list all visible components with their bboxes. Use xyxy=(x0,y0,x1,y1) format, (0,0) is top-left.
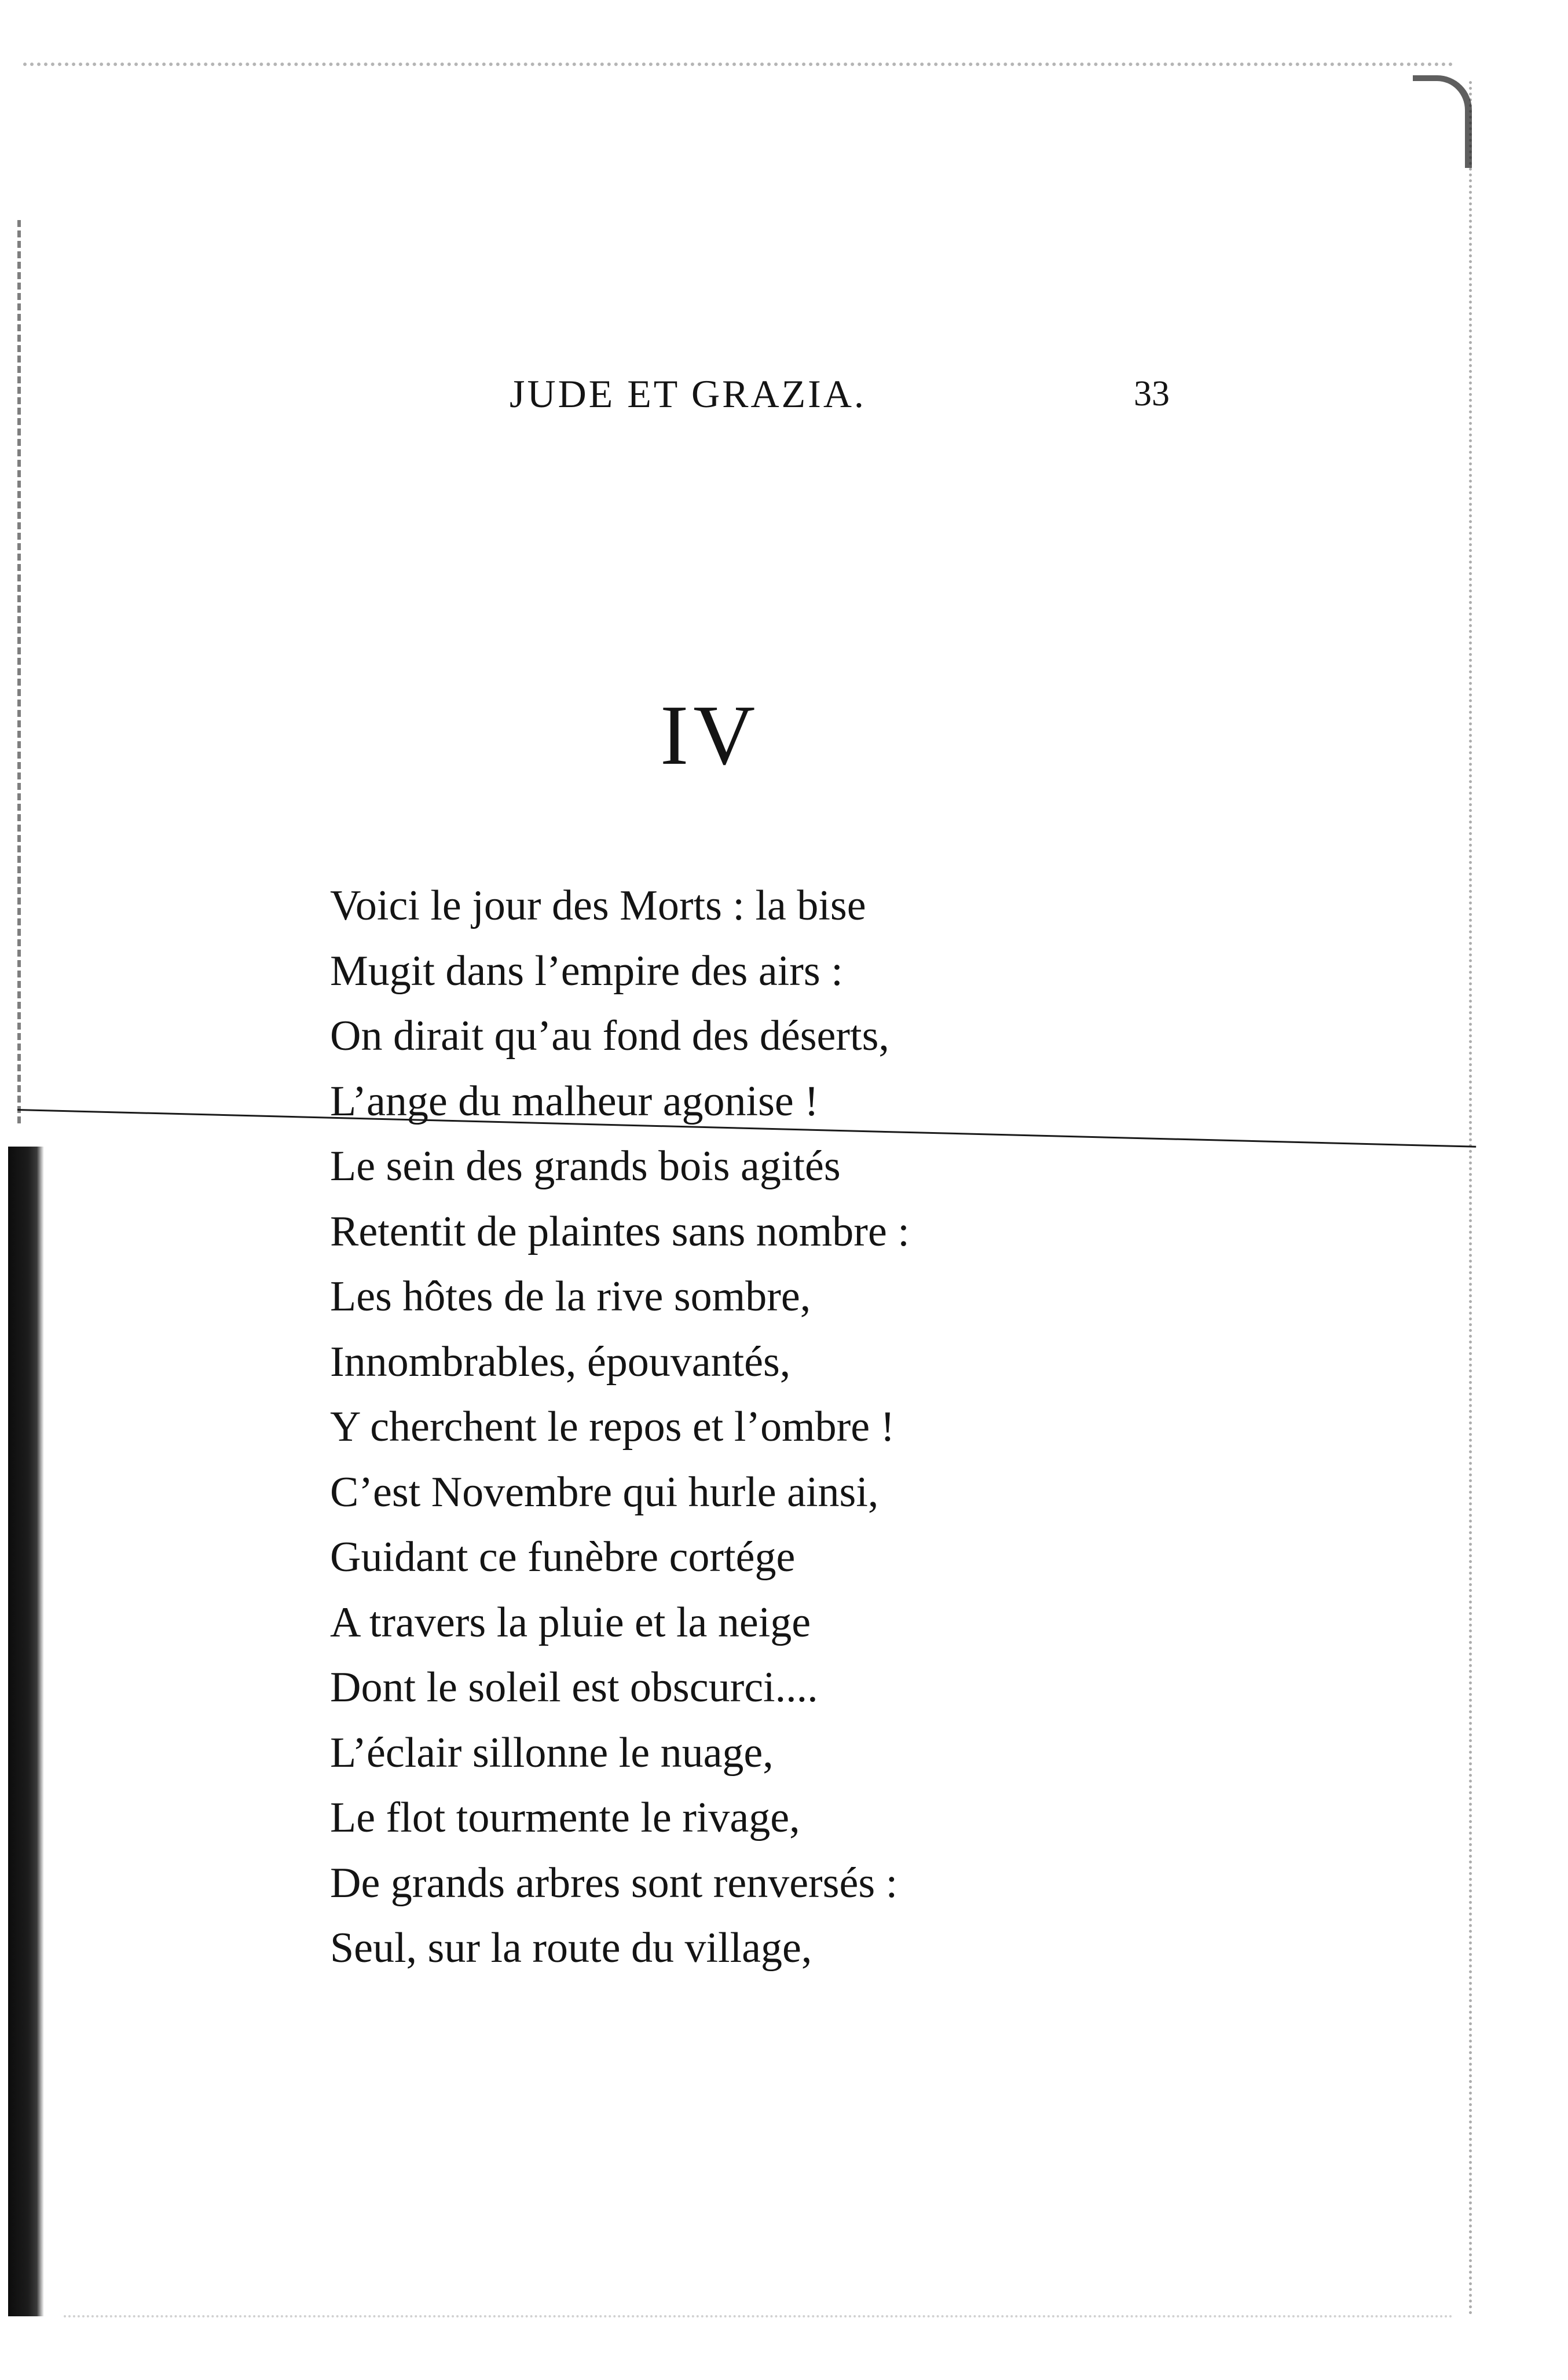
poem-line: Seul, sur la route du village, xyxy=(330,1924,812,1972)
poem-line: Guidant ce funèbre cortége xyxy=(330,1533,796,1581)
poem-line: Les hôtes de la rive sombre, xyxy=(330,1273,811,1320)
poem-line: Y cherchent le repos et l’ombre ! xyxy=(330,1403,895,1451)
poem-line: A travers la pluie et la neige xyxy=(330,1598,811,1646)
page-bottom-edge xyxy=(64,2315,1453,2317)
page-right-edge xyxy=(1456,81,1472,2316)
poem-line: Dont le soleil est obscurci.... xyxy=(330,1664,818,1711)
poem-line: Mugit dans l’empire des airs : xyxy=(330,947,843,995)
page-top-edge xyxy=(23,63,1453,66)
poem-line: L’éclair sillonne le nuage, xyxy=(330,1729,774,1777)
poem-line: Retentit de plaintes sans nombre : xyxy=(330,1207,910,1255)
poem-line: L’ange du malheur agonise ! xyxy=(330,1077,819,1125)
poem-stanza xyxy=(330,873,910,1981)
poem-line: Voici le jour des Morts : la bise xyxy=(330,882,866,929)
page-corner xyxy=(1413,75,1472,168)
binding-shadow xyxy=(8,1147,44,2316)
running-title: JUDE ET GRAZIA. xyxy=(510,372,866,416)
poem-line: Le sein des grands bois agités xyxy=(330,1143,841,1190)
poem-line: On dirait qu’au fond des déserts, xyxy=(330,1012,889,1060)
poem-line: Le flot tourmente le rivage, xyxy=(330,1794,800,1841)
page-number: 33 xyxy=(1134,374,1170,413)
section-numeral: IV xyxy=(660,688,760,783)
poem-line: C’est Novembre qui hurle ainsi, xyxy=(330,1468,879,1516)
poem-line: De grands arbres sont renversés : xyxy=(330,1859,898,1907)
poem-line: Innombrables, épouvantés, xyxy=(330,1338,791,1386)
binding-marks xyxy=(17,220,31,1123)
